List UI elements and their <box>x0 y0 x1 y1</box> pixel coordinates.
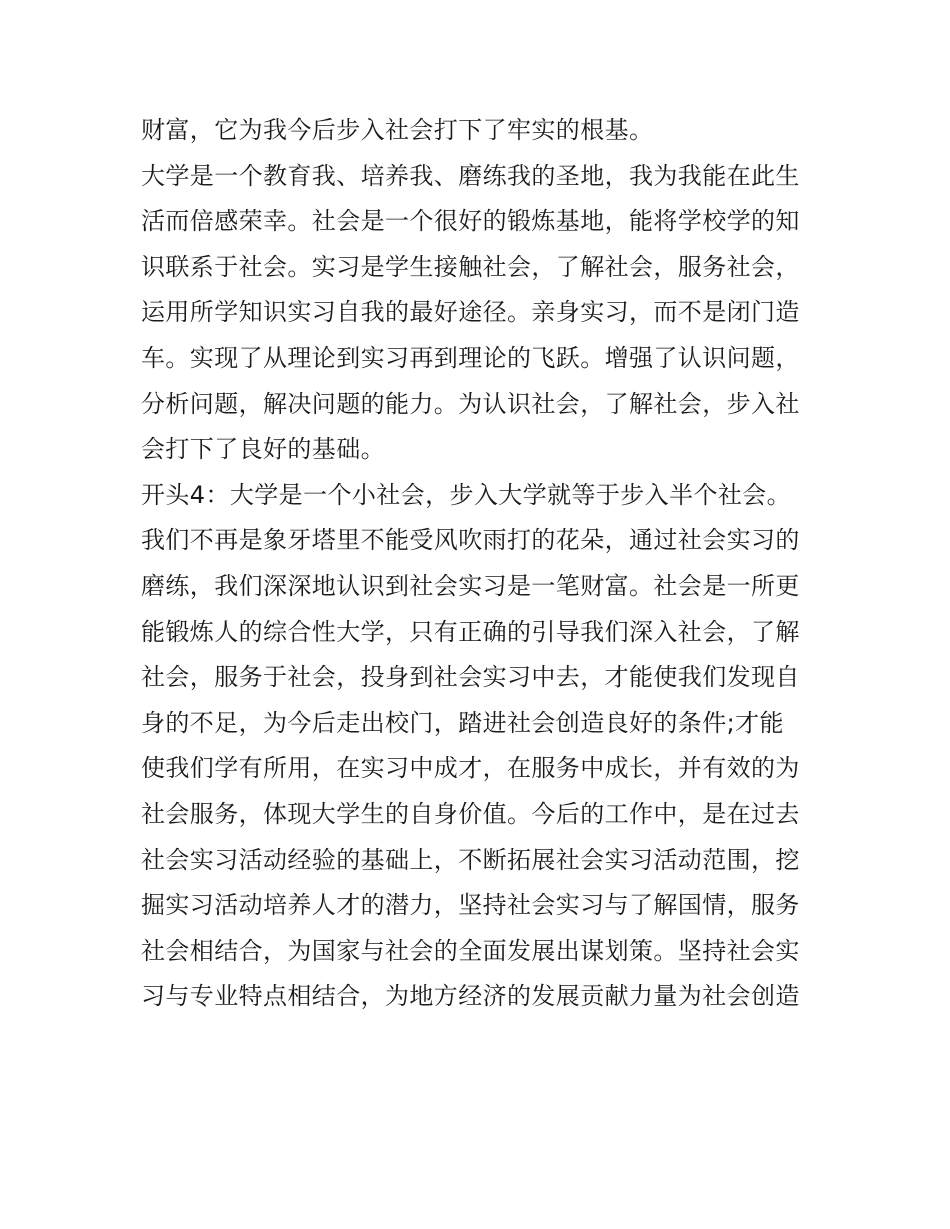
text-line: 社会相结合，为国家与社会的全面发展出谋划策。坚持社会实 <box>141 936 800 965</box>
text-line: 我们不再是象牙塔里不能受风吹雨打的花朵，通过社会实习的 <box>141 526 800 555</box>
body-text <box>141 108 821 1020</box>
text-line: 活而倍感荣幸。社会是一个很好的锻炼基地，能将学校学的知 <box>141 207 800 236</box>
text-line: 车。实现了从理论到实习再到理论的飞跃。增强了认识问题， <box>141 343 800 372</box>
text-line: 分析问题，解决问题的能力。为认识社会，了解社会，步入社 <box>141 389 800 418</box>
text-line: 运用所学知识实习自我的最好途径。亲身实习，而不是闭门造 <box>141 298 800 327</box>
text-line: 会打下了良好的基础。 <box>141 435 385 464</box>
text-line: 大学是一个教育我、培养我、磨练我的圣地，我为我能在此生 <box>141 161 800 190</box>
text-line: 身的不足，为今后走出校门，踏进社会创造良好的条件;才能 <box>141 708 784 737</box>
text-line: 能锻炼人的综合性大学，只有正确的引导我们深入社会，了解 <box>141 617 800 646</box>
text-line: 识联系于社会。实习是学生接触社会，了解社会，服务社会， <box>141 252 800 281</box>
text-line: 财富，它为我今后步入社会打下了牢实的根基。 <box>141 116 654 144</box>
text-line: 使我们学有所用，在实习中成才，在服务中成长，并有效的为 <box>141 754 800 783</box>
text-line: 开头4：大学是一个小社会，步入大学就等于步入半个社会。 <box>141 480 792 509</box>
text-line: 习与专业特点相结合，为地方经济的发展贡献力量为社会创造 <box>141 982 800 1011</box>
text-line: 社会，服务于社会，投身到社会实习中去，才能使我们发现自 <box>141 663 800 692</box>
text-line: 社会服务，体现大学生的自身价值。今后的工作中，是在过去 <box>141 799 800 828</box>
text-line: 掘实习活动培养人才的潜力，坚持社会实习与了解国情，服务 <box>141 891 800 920</box>
text-line: 社会实习活动经验的基础上，不断拓展社会实习活动范围，挖 <box>141 845 800 874</box>
text-line: 磨练，我们深深地认识到社会实习是一笔财富。社会是一所更 <box>141 571 800 600</box>
